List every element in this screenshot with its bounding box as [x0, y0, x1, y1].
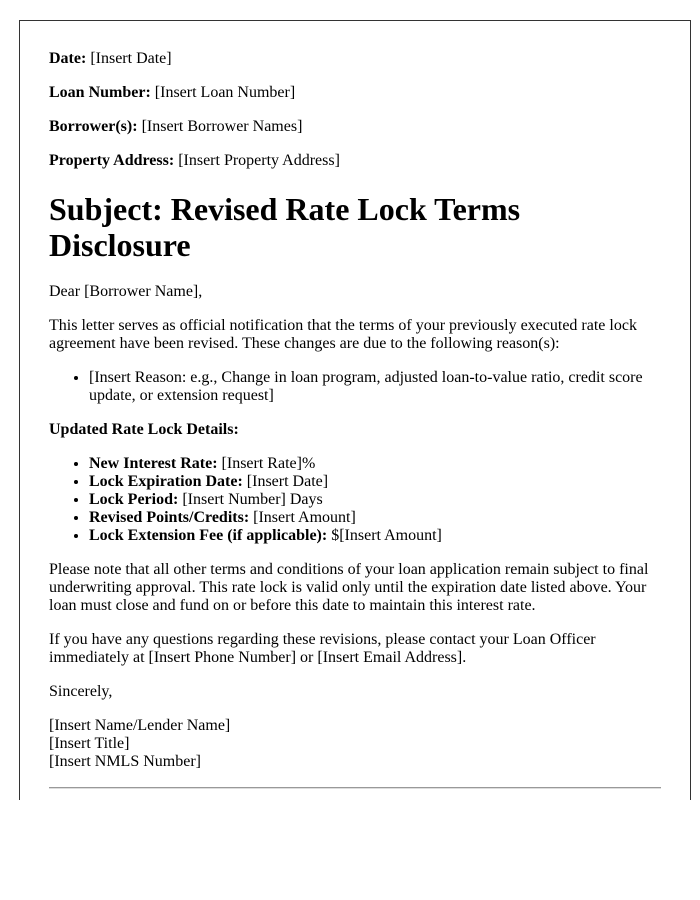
closing: Sincerely, — [49, 683, 113, 700]
divider — [49, 787, 661, 789]
details-heading: Updated Rate Lock Details: — [49, 421, 239, 438]
reason-item: • [Insert Reason: e.g., Change in loan program, adjusted loan-to-value ratio, credit score update, or extension request] — [89, 369, 661, 405]
intro-paragraph: This letter serves as official notification that the terms of your previously executed rate lock agreement have been revised. These changes are due to the following reason(s): — [49, 317, 637, 352]
details-list — [49, 455, 661, 545]
detail-item: • Revised Points/Credits: [Insert Amount] — [89, 509, 661, 527]
detail-item: • Lock Expiration Date: [Insert Date] — [89, 473, 661, 491]
letter-page — [19, 20, 691, 800]
borrowers-line: Borrower(s): [Insert Borrower Names] — [49, 118, 303, 135]
contact-paragraph: If you have any questions regarding these revisions, please contact your Loan Officer immediately at [Insert Phone Number] or [Insert Email Address]. — [49, 631, 596, 666]
salutation: Dear [Borrower Name], — [49, 283, 203, 300]
reasons-list — [49, 369, 661, 405]
note-paragraph: Please note that all other terms and conditions of your loan application remain subject to final underwriting approval. This rate lock is valid only until the expiration date listed above. Your loan must close and fund on or before this date to maintain this interest rate. — [49, 561, 649, 614]
signature-block: [Insert Name/Lender Name] [Insert Title] [Insert NMLS Number] — [49, 717, 231, 770]
detail-item: • Lock Extension Fee (if applicable): $[Insert Amount] — [89, 527, 661, 545]
loan-number-line: Loan Number: [Insert Loan Number] — [49, 84, 296, 101]
detail-item: • Lock Period: [Insert Number] Days — [89, 491, 661, 509]
subject-heading: Subject: Revised Rate Lock Terms Disclosure — [49, 191, 521, 263]
date-line: Date: [Insert Date] — [49, 50, 172, 67]
property-address-line: Property Address: [Insert Property Address] — [49, 152, 340, 169]
detail-item: • New Interest Rate: [Insert Rate]% — [89, 455, 661, 473]
